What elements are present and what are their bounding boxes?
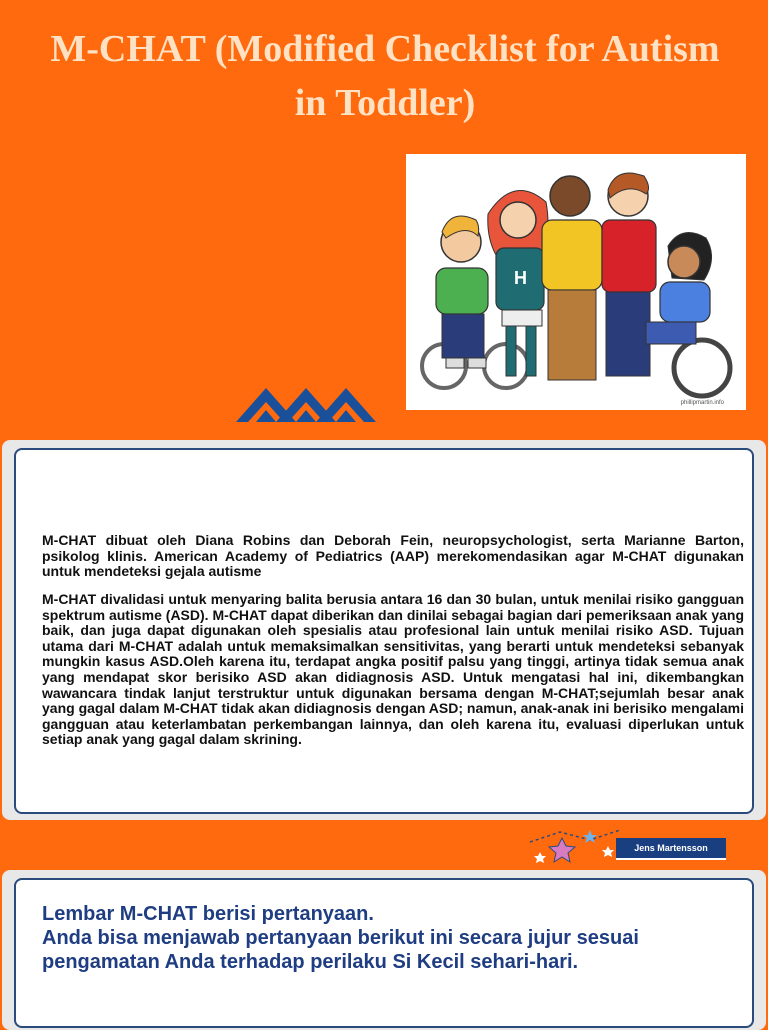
presenter-name-tag: Jens Martensson [616,838,726,860]
mountain-logo-icon [236,382,388,426]
question-intro-text: Lembar M-CHAT berisi pertanyaan. Anda bisa menjawab pertanyaan berikut ini secara jujur sesuai pengamatan Anda terhadap perilaku Si Kecil sehari-hari. [42,903,639,973]
stars-decoration-icon [520,812,630,872]
paragraph-authors: M-CHAT dibuat oleh Diana Robins dan Deborah Fein, neuropsychologist, serta Marianne Barton, psikolog klinis. American Academy of Pediatrics (AAP) merekomendasikan agar M-CHAT digunakan untuk mendeteksi gejala autisme [42,532,744,580]
children-illustration [406,154,746,410]
children-group-icon [406,154,746,410]
question-intro-card [14,878,754,1028]
info-card [14,448,754,814]
page-title: M-CHAT (Modified Checklist for Autism in Toddler) [50,28,720,124]
illustration-credit: phillipmartin.info [680,400,724,406]
paragraph-validation: M-CHAT divalidasi untuk menyaring balita berusia antara 16 dan 30 bulan, untuk menilai risiko gangguan spektrum autisme (ASD). M-CHAT dapat diberikan dan dinilai sebagai bagian dari pemeriksaan anak yang baik, dan juga dapat digunakan oleh spesialis atau profesional lain untuk menilai risiko ASD. Tujuan utama dari M-CHAT adalah untuk memaksimalkan sensitivitas, yang berarti untuk mendeteksi sebanyak mungkin kasus ASD.Oleh karena itu, terdapat angka positif palsu yang tinggi, artinya tidak semua anak yang mendapat skor berisiko ASD akan didiagnosis ASD. Untuk mengatasi hal ini, dikembangkan wawancara tindak lanjut terstruktur untuk digunakan bersama dengan M-CHAT;sejumlah besar anak yang gagal dalam M-CHAT tidak akan didiagnosis dengan ASD; namun, anak-anak ini berisiko mengalami gangguan atau keterlambatan perkembangan lainnya, dan oleh karena itu, evaluasi diperlukan untuk setiap anak yang gagal dalam skrining. [42,591,744,748]
svg-text:H: H [514,268,527,288]
